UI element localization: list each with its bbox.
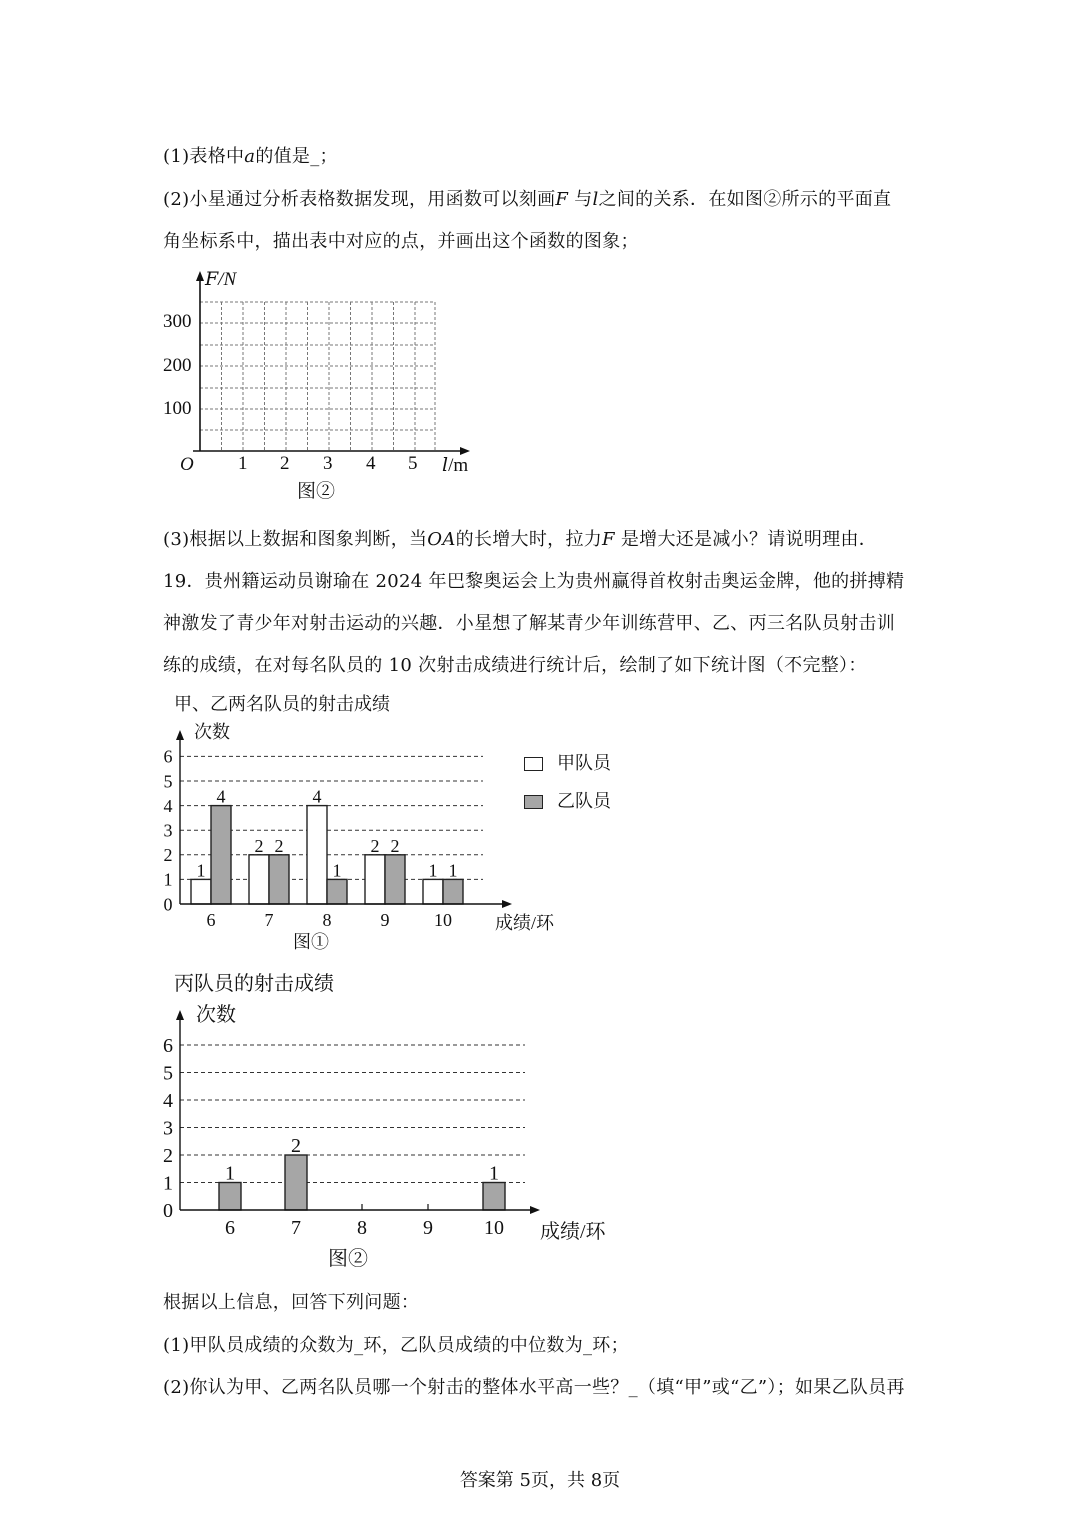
bar-乙队员-8 — [327, 879, 347, 904]
data-label: 4 — [216, 786, 226, 807]
data-label: 1 — [428, 860, 438, 881]
legend-swatch-jia — [524, 757, 543, 771]
y-tick-label: 1 — [163, 1172, 173, 1195]
data-label: 1 — [448, 860, 458, 881]
x-tick-label: 4 — [366, 453, 376, 474]
bar-乙队员-6 — [211, 806, 231, 904]
bar-丙队员-7 — [285, 1155, 307, 1210]
data-label: 2 — [254, 835, 264, 856]
x-tick-label: 5 — [408, 453, 418, 474]
bar-丙队员-10 — [483, 1183, 505, 1211]
y-tick-label: 2 — [163, 1145, 173, 1167]
y-tick-label: 3 — [163, 820, 173, 841]
question-line: (2)小星通过分析表格数据发现，用函数可以刻画𝐹 与𝑙之间的关系．在如图②所示的平面直 — [163, 189, 892, 210]
x-tick-label: 1 — [238, 453, 248, 474]
bar-丙队员-6 — [219, 1183, 241, 1211]
data-label: 2 — [370, 835, 380, 856]
question-line: 19．贵州籍运动员谢瑜在 2024 年巴黎奥运会上为贵州赢得首枚射击奥运金牌，他的拼搏精 — [163, 571, 905, 592]
chart-jia-yi — [160, 690, 590, 964]
bar-乙队员-7 — [269, 855, 289, 904]
axes — [193, 271, 470, 455]
page-footer: 答案第 5页，共 8页 — [459, 1470, 621, 1491]
origin-label: O — [180, 454, 194, 475]
x-tick-label: 9 — [423, 1217, 433, 1239]
y-tick-label: 0 — [163, 1200, 173, 1222]
data-label: 4 — [312, 786, 322, 807]
bar-乙队员-9 — [385, 855, 405, 904]
x-tick-label: 6 — [206, 910, 216, 930]
legend-yi — [524, 787, 611, 813]
data-label: 1 — [225, 1162, 235, 1185]
bar-甲队员-8 — [307, 806, 327, 904]
question-line: 练的成绩，在对每名队员的 10 次射击成绩进行统计后，绘制了如下统计图（不完整）： — [163, 655, 867, 676]
legend-swatch-yi — [524, 795, 543, 809]
figure-caption: 图② — [328, 1248, 368, 1270]
data-label: 2 — [291, 1135, 301, 1157]
y-tick-label: 300 — [163, 311, 192, 332]
legend-label-jia: 甲队员 — [557, 753, 611, 774]
y-tick-label: 5 — [163, 771, 173, 792]
data-label: 2 — [390, 835, 400, 856]
bar-甲队员-10 — [423, 879, 443, 904]
bar-甲队员-9 — [365, 855, 385, 904]
chart-bing — [160, 965, 630, 1284]
question-line: (1)甲队员成绩的众数为_环，乙队员成绩的中位数为_环； — [163, 1335, 629, 1356]
x-tick-label: 8 — [357, 1217, 367, 1239]
y-axis-label: 𝐹/N — [205, 269, 237, 290]
data-label: 1 — [332, 860, 342, 881]
figure-caption: 图① — [293, 932, 329, 952]
y-tick-label: 4 — [163, 1090, 173, 1112]
x-tick-label: 10 — [484, 1217, 504, 1239]
grid-lines — [200, 302, 435, 450]
y-axis-label: 次数 — [194, 722, 230, 742]
y-tick-label: 4 — [163, 795, 173, 816]
y-axis-label: 次数 — [196, 1004, 236, 1026]
legend-label-yi: 乙队员 — [557, 791, 611, 812]
x-tick-label: 3 — [323, 453, 333, 474]
bar-乙队员-10 — [443, 879, 463, 904]
y-tick-label: 0 — [163, 894, 173, 915]
bar-甲队员-6 — [191, 879, 211, 904]
y-tick-label: 5 — [163, 1062, 173, 1085]
x-tick-label: 2 — [280, 453, 290, 474]
question-line: 根据以上信息，回答下列问题： — [163, 1292, 420, 1313]
x-tick-label: 9 — [380, 910, 390, 930]
chart-title: 甲、乙两名队员的射击成绩 — [174, 694, 390, 714]
legend-jia — [524, 749, 611, 775]
y-tick-label: 1 — [163, 869, 173, 890]
y-tick-label: 2 — [163, 845, 173, 866]
x-tick-label: 8 — [322, 910, 332, 930]
question-line: (1)表格中𝑎的值是_； — [163, 146, 338, 167]
y-tick-label: 6 — [163, 1035, 173, 1057]
question-line: (3)根据以上数据和图象判断，当𝑂𝐴的长增大时，拉力𝐹 是增大还是减小？请说明理由． — [163, 529, 878, 550]
chart-title: 丙队员的射击成绩 — [174, 973, 334, 995]
x-axis-label: 𝑙/m — [442, 455, 469, 476]
x-axis-label: 成绩/环 — [540, 1221, 606, 1243]
y-tick-label: 200 — [163, 355, 192, 376]
question-line: 神激发了青少年对射击运动的兴趣．小星想了解某青少年训练营甲、乙、丙三名队员射击训 — [163, 613, 895, 634]
y-tick-label: 3 — [163, 1117, 173, 1140]
x-tick-label: 6 — [225, 1217, 235, 1239]
figure-caption: 图② — [297, 481, 336, 502]
bar-甲队员-7 — [249, 855, 269, 904]
x-tick-label: 7 — [264, 910, 274, 930]
y-tick-label: 6 — [163, 746, 173, 767]
data-label: 1 — [196, 860, 206, 881]
data-label: 2 — [274, 835, 284, 856]
x-tick-label: 10 — [434, 910, 452, 930]
coordinate-grid-figure — [160, 265, 490, 509]
question-line: 角坐标系中，描出表中对应的点，并画出这个函数的图象； — [163, 231, 639, 252]
y-tick-label: 100 — [163, 398, 192, 419]
data-label: 1 — [489, 1162, 499, 1185]
x-tick-label: 7 — [291, 1217, 301, 1239]
question-line: (2)你认为甲、乙两名队员哪一个射击的整体水平高一些？_（填“甲”或“乙”）；如果乙队员再 — [163, 1377, 905, 1398]
x-axis-label: 成绩/环 — [495, 913, 555, 933]
